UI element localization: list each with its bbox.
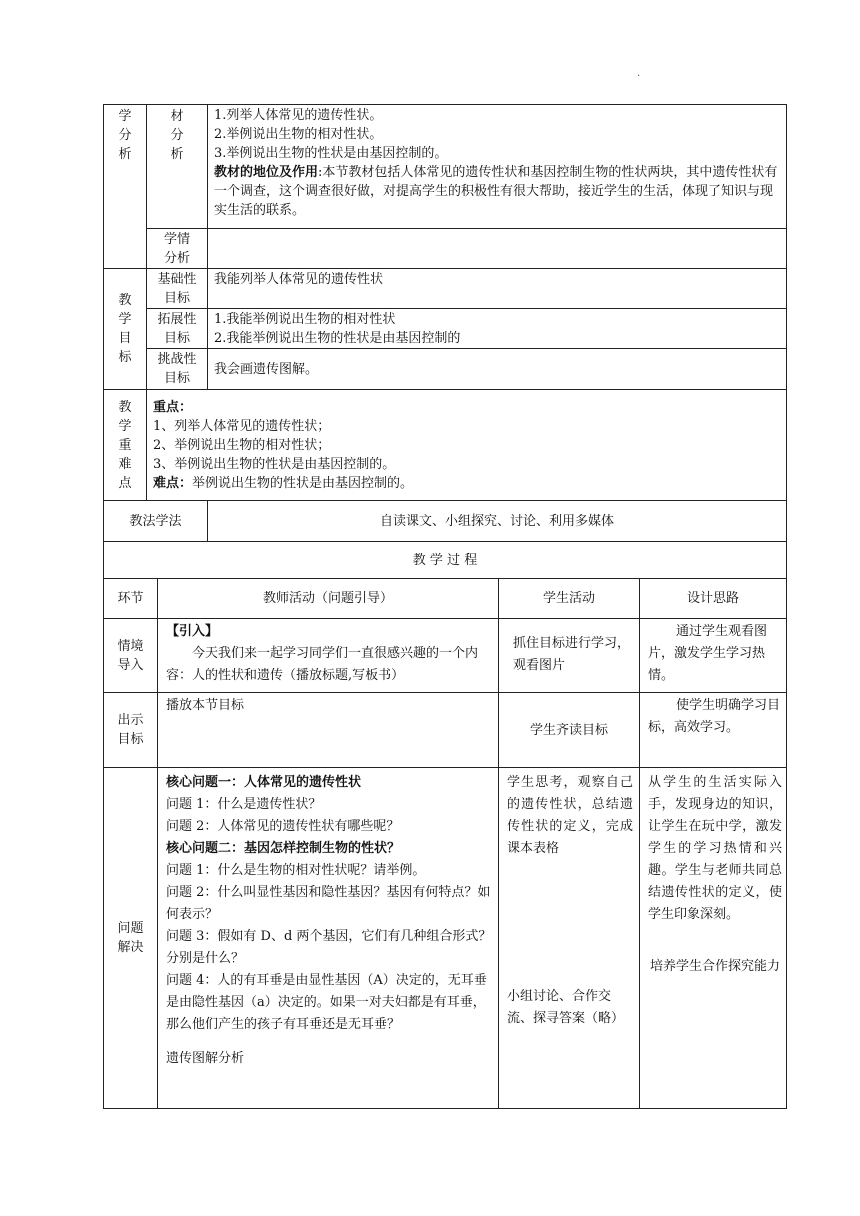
header-design: 设计思路: [639, 578, 787, 619]
core-question-2: 核心问题二：基因怎样控制生物的性状？: [166, 841, 401, 856]
intro-title: 【引入】: [166, 624, 219, 639]
keypoints-side-char: 难: [118, 457, 132, 472]
stage-problem-line: 问题: [117, 921, 144, 936]
stage-intro: [103, 618, 158, 693]
student-situation-content: [207, 228, 787, 269]
student-problem: [498, 767, 640, 1109]
genetic-diagram-analysis: 遗传图解分析: [166, 1051, 245, 1066]
analysis-side-label: [103, 104, 147, 269]
goals-side-char: 学: [118, 312, 132, 327]
core-question-1: 核心问题一：人体常见的遗传性状: [166, 775, 362, 790]
student-intro-text: 抓住目标进行学习，观看图片: [513, 636, 631, 673]
question: 问题 3：假如有 D、d 两个基因，它们有几种组合形式？分别是什么？: [166, 929, 492, 966]
student-label-line: 分析: [163, 251, 190, 266]
basic-goal-label-line: 目标: [163, 290, 190, 306]
extend-goal-label: [146, 308, 208, 349]
material-content: [207, 104, 787, 229]
basic-goal-text: 我能列举人体常见的遗传性状: [207, 268, 787, 309]
header-teacher: 教师活动（问题引导）: [157, 578, 499, 619]
design-problem-text-a: 从学生的生活实际入手，发现身边的知识，让学生在玩中学，激发学生的学习热情和兴趣。学生与老师共同总结遗传性状的定义，使学生印象深刻。: [648, 775, 782, 922]
analysis-side-char: 学: [118, 109, 132, 124]
stage-goal: [103, 692, 158, 768]
stage-intro-line: 导入: [117, 657, 144, 673]
extend-goal-label-line: 拓展性: [157, 311, 197, 327]
stage-intro-line: 情境: [117, 638, 144, 654]
stage-goal-line: 出示: [117, 713, 144, 728]
keypoints-side-char: 学: [118, 419, 132, 434]
methods-label: 教法学法: [103, 500, 208, 542]
stage-problem: [103, 767, 158, 1109]
student-goal: 学生齐读目标: [498, 692, 640, 768]
design-problem-text-b: 培养学生合作探究能力: [649, 959, 780, 974]
student-situation-label: [146, 228, 208, 269]
corner-dot: .: [637, 68, 641, 79]
goals-side-label: [103, 268, 147, 390]
analysis-side-char: 析: [118, 147, 132, 162]
goals-side-char: 标: [118, 350, 132, 365]
header-stage: 环节: [103, 578, 158, 619]
material-label-char: 分: [170, 128, 184, 143]
design-intro-text: 通过学生观看图片，激发学生学习热情。: [648, 624, 768, 683]
student-problem-text-a: 学生思考，观察自己的遗传性状，总结遗传性状的定义，完成课本表格: [507, 775, 633, 856]
intro-text: 今天我们来一起学习同学们一直很感兴趣的一个内容：人的性状和遗传（播放标题,写板书）: [166, 646, 479, 683]
difficult-title: 难点：: [153, 476, 193, 491]
key-line: 2、举例说出生物的相对性状；: [153, 438, 331, 453]
methods-text: 自读课文、小组探究、讨论、利用多媒体: [207, 500, 787, 542]
keypoints-content: [146, 389, 787, 501]
challenge-goal-label-line: 挑战性: [157, 352, 197, 367]
student-intro: [498, 618, 640, 693]
material-label: [146, 104, 208, 229]
material-position-title: 教材的地位及作用: [214, 165, 319, 180]
analysis-side-char: 分: [118, 128, 132, 143]
design-intro: [639, 618, 787, 693]
teacher-goal: [157, 692, 499, 768]
extend-goal-text: [207, 308, 787, 349]
difficult-text: 举例说出生物的性状是由基因控制的。: [192, 476, 414, 491]
question: 问题 2：人体常见的遗传性状有哪些呢？: [166, 819, 400, 834]
challenge-goal-label: [146, 348, 208, 390]
stage-problem-line: 解决: [117, 940, 144, 955]
question: 问题 1：什么是遗传性状？: [166, 797, 322, 812]
question: 问题 1：什么是生物的相对性状呢？请举例。: [166, 863, 426, 878]
keypoints-side-char: 点: [118, 476, 132, 491]
extend-goal-line: 2.我能举例说出生物的性状是由基因控制的: [214, 331, 461, 346]
key-line: 1、列举人体常见的遗传性状；: [153, 419, 331, 434]
design-problem: [639, 767, 787, 1109]
extend-goal-line: 1.我能举例说出生物的相对性状: [214, 312, 396, 327]
design-goal-text: 使学生明确学习目标，高效学习。: [648, 698, 781, 735]
goals-side-char: 目: [118, 331, 132, 346]
material-label-char: 析: [170, 147, 184, 162]
keypoints-side-char: 教: [118, 400, 132, 415]
key-title: 重点：: [153, 400, 193, 415]
design-goal: [639, 692, 787, 768]
material-line: 2.举例说出生物的相对性状。: [214, 127, 383, 142]
student-label-line: 学情: [163, 232, 190, 247]
material-label-char: 材: [170, 109, 184, 124]
material-position-text: :本节教材包括人体常见的遗传性状和基因控制生物的性状两块，其中遗传性状有一个调查，这个调查很好做，对提高学生的积极性有很大帮助，接近学生的生活，体现了知识与现实生活的联系。: [214, 165, 778, 218]
keypoints-side-label: [103, 389, 147, 501]
basic-goal-label-line: 基础性: [157, 271, 197, 287]
student-problem-text-b: 小组讨论、合作交流、探寻答案（略）: [507, 989, 625, 1026]
material-line: 3.举例说出生物的性状是由基因控制的。: [214, 146, 448, 161]
stage-goal-line: 目标: [117, 732, 144, 747]
teacher-intro: [157, 618, 499, 693]
keypoints-side-char: 重: [118, 438, 132, 453]
teacher-problem: [157, 767, 499, 1109]
question: 问题 2：什么叫显性基因和隐性基因？基因有何特点？如何表示？: [166, 885, 491, 922]
key-line: 3、举例说出生物的性状是由基因控制的。: [153, 457, 396, 472]
goals-side-char: 教: [118, 293, 132, 308]
header-student: 学生活动: [498, 578, 640, 619]
teacher-goal-text: 播放本节目标: [166, 698, 245, 713]
challenge-goal-label-line: 目标: [163, 371, 190, 386]
challenge-goal-text: 我会画遗传图解。: [207, 348, 787, 390]
process-title: 教 学 过 程: [103, 541, 787, 579]
basic-goal-label: [146, 268, 208, 309]
material-line: 1.列举人体常见的遗传性状。: [214, 108, 383, 123]
question: 问题 4：人的有耳垂是由显性基因（A）决定的，无耳垂是由隐性基因（a）决定的。如果一对夫妇都是有耳垂，那么他们产生的孩子有耳垂还是无耳垂？: [166, 973, 487, 1032]
extend-goal-label-line: 目标: [163, 330, 190, 346]
